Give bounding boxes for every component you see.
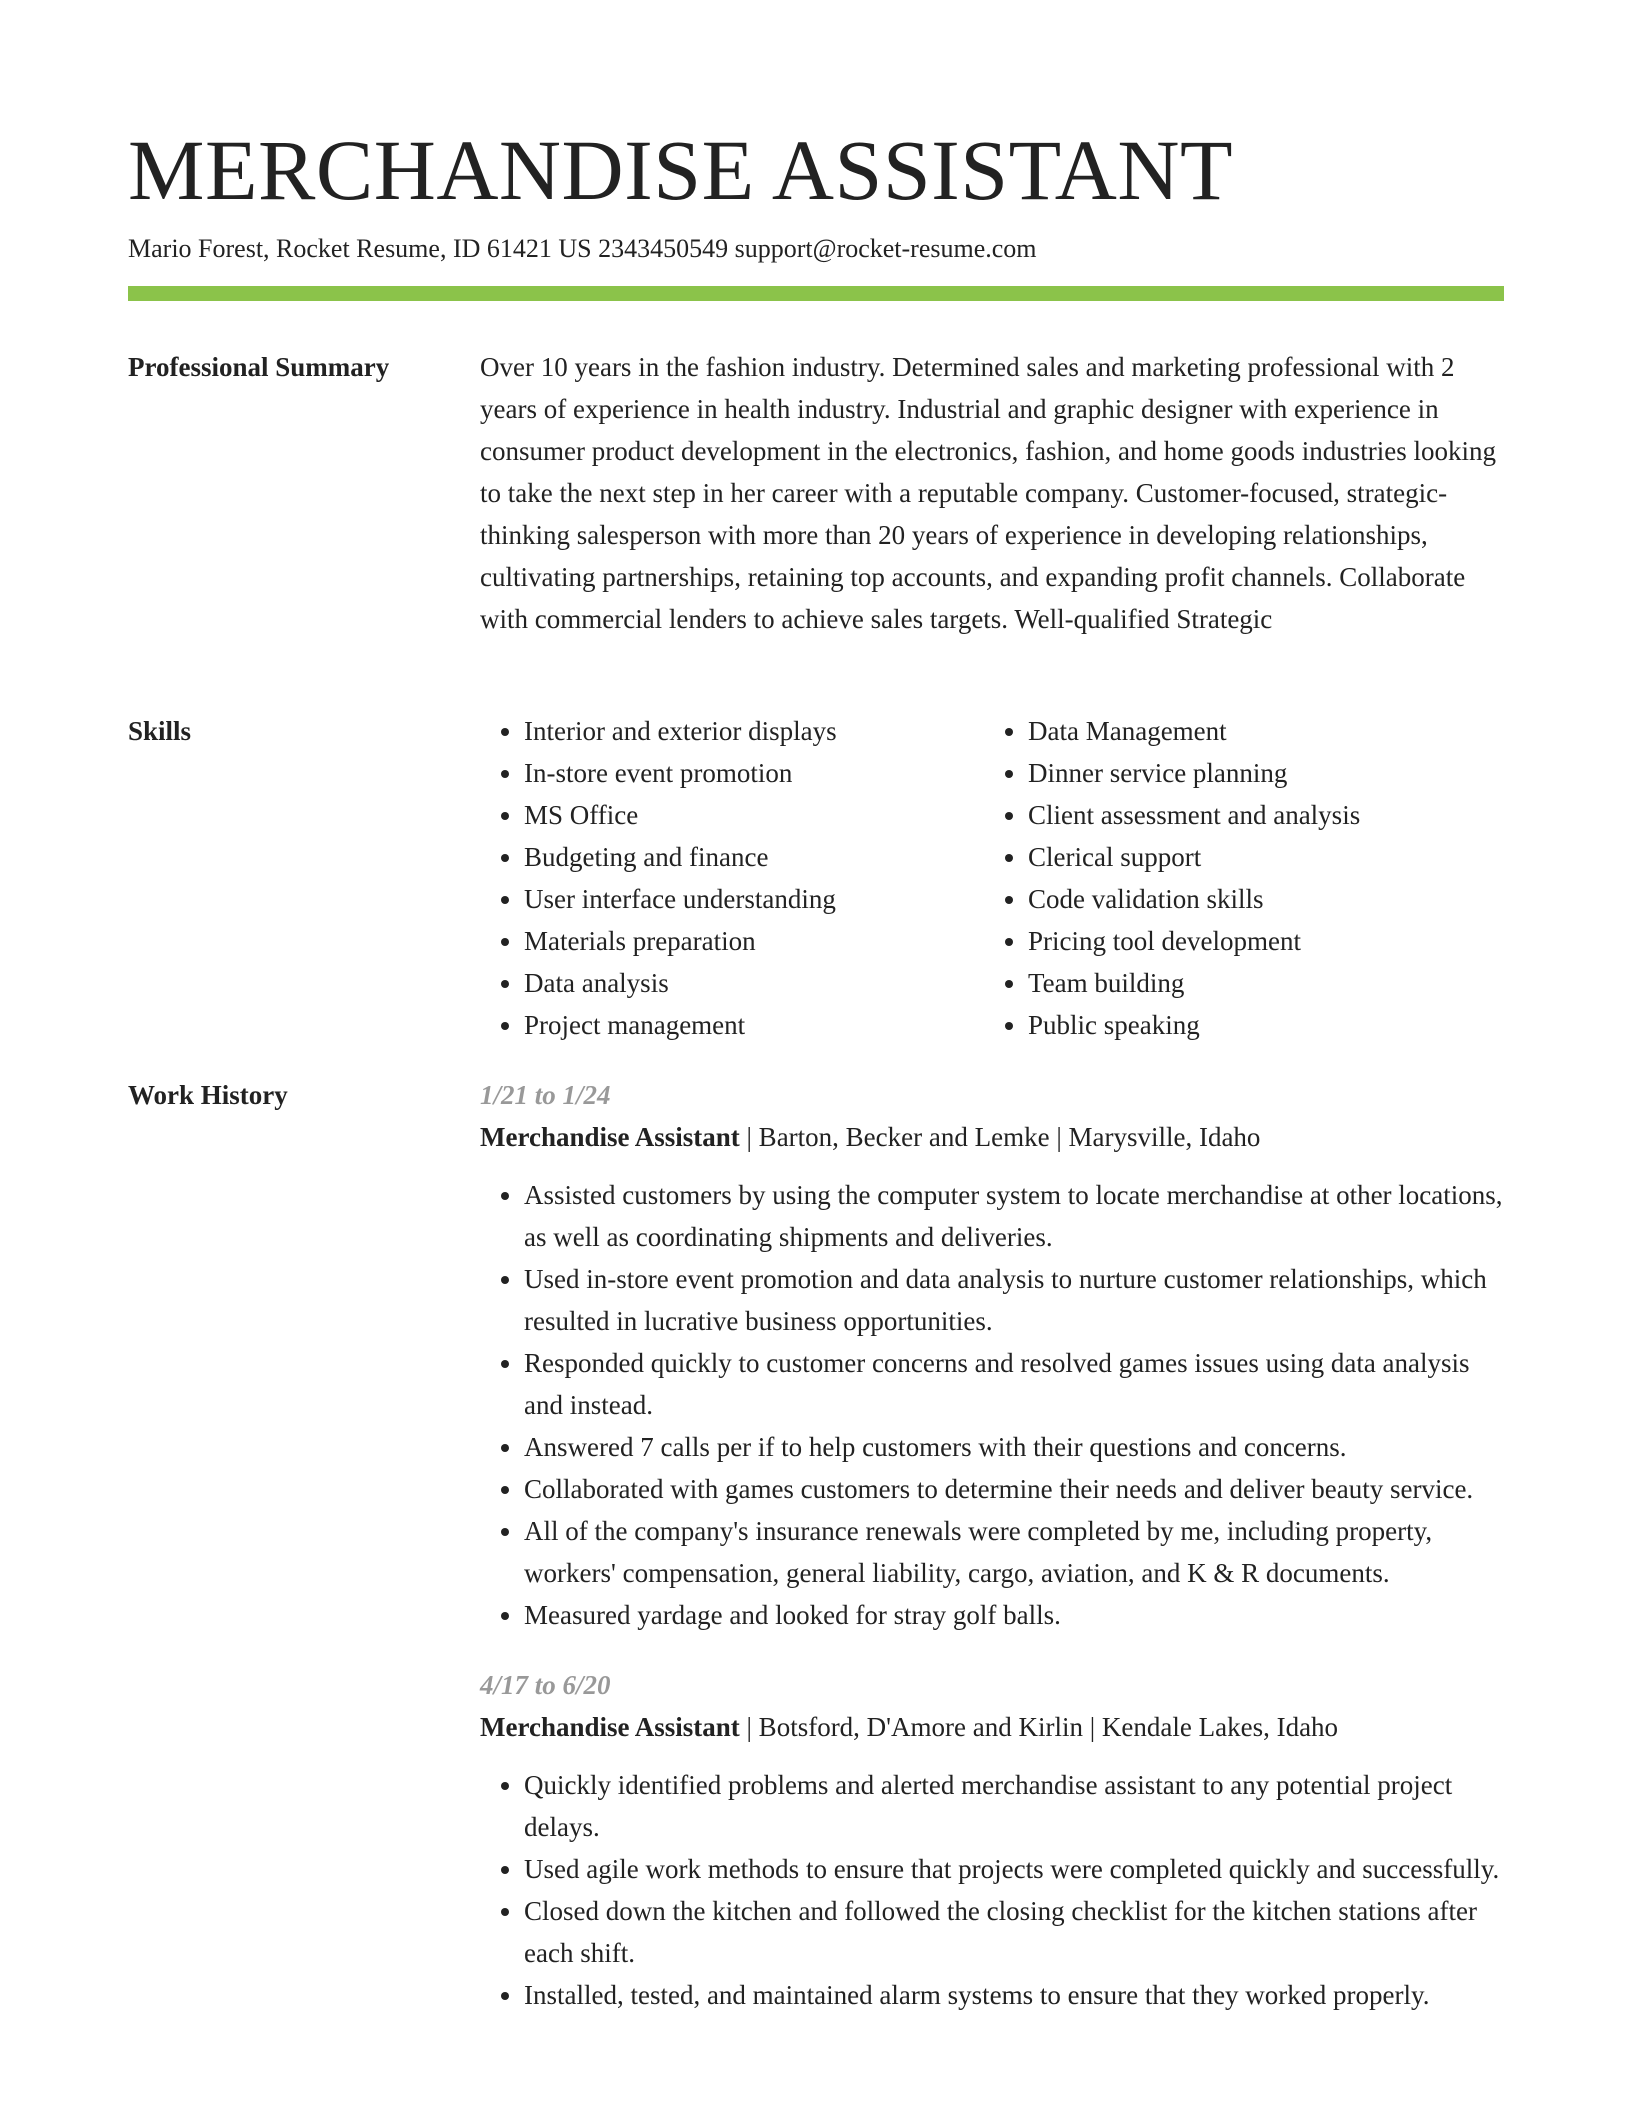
- accent-divider: [128, 286, 1504, 301]
- skill-item: • User interface understanding: [524, 878, 984, 920]
- skill-item: • Team building: [1028, 962, 1488, 1004]
- skills-heading: Skills: [128, 716, 192, 746]
- job-bullet: • Quickly identified problems and alerted merchandise assistant to any potential project delays.: [524, 1764, 1504, 1848]
- skill-item: • Materials preparation: [524, 920, 984, 962]
- skills-list-left: [480, 710, 984, 1046]
- job-bullet-list: [480, 1174, 1504, 1636]
- job-title: Merchandise Assistant: [480, 1712, 740, 1742]
- job-dates: 1/21 to 1/24: [480, 1080, 611, 1110]
- skill-item: • Dinner service planning: [1028, 752, 1488, 794]
- job-heading: [480, 1706, 1504, 1748]
- skill-item: • Data analysis: [524, 962, 984, 1004]
- job-bullet: • Used in-store event promotion and data analysis to nurture customer relationships, which resulted in lucrative business opportunities.: [524, 1258, 1504, 1342]
- skills-body: [480, 710, 1504, 1046]
- job-bullet-list: [480, 1764, 1504, 2016]
- job-heading: [480, 1116, 1504, 1158]
- job-bullet: • Collaborated with games customers to determine their needs and deliver beauty service.: [524, 1468, 1504, 1510]
- job-bullet: • Installed, tested, and maintained alarm systems to ensure that they worked properly.: [524, 1974, 1504, 2016]
- contact-line: Mario Forest, Rocket Resume, ID 61421 US 2343450549 support@rocket-resume.com: [128, 234, 1037, 263]
- work-history-body: [480, 1074, 1504, 2016]
- summary-body: [480, 346, 1504, 640]
- skill-item: • Code validation skills: [1028, 878, 1488, 920]
- skill-item: • Interior and exterior displays: [524, 710, 984, 752]
- skill-item: • Budgeting and finance: [524, 836, 984, 878]
- skill-item: • Client assessment and analysis: [1028, 794, 1488, 836]
- summary-heading: Professional Summary: [128, 352, 390, 382]
- skill-item: • Clerical support: [1028, 836, 1488, 878]
- job-entry: [480, 1074, 1504, 1636]
- job-dates: 4/17 to 6/20: [480, 1670, 611, 1700]
- job-employer-location: | Barton, Becker and Lemke | Marysville, Idaho: [739, 1122, 1261, 1152]
- job-bullet: • Used agile work methods to ensure that projects were completed quickly and successfully.: [524, 1848, 1504, 1890]
- job-bullet: • Measured yardage and looked for stray golf balls.: [524, 1594, 1504, 1636]
- job-employer-location: | Botsford, D'Amore and Kirlin | Kendale Lakes, Idaho: [739, 1712, 1339, 1742]
- job-bullet: • Answered 7 calls per if to help customers with their questions and concerns.: [524, 1426, 1504, 1468]
- skill-item: • Pricing tool development: [1028, 920, 1488, 962]
- job-entry: [480, 1664, 1504, 2016]
- skill-item: • Public speaking: [1028, 1004, 1488, 1046]
- job-bullet: • Responded quickly to customer concerns and resolved games issues using data analysis and instead.: [524, 1342, 1504, 1426]
- job-bullet: • Closed down the kitchen and followed the closing checklist for the kitchen stations after each shift.: [524, 1890, 1504, 1974]
- job-bullet: • All of the company's insurance renewals were completed by me, including property, workers' compensation, general liability, cargo, aviation, and K & R documents.: [524, 1510, 1504, 1594]
- resume-title: MERCHANDISE ASSISTANT: [128, 122, 1234, 218]
- skill-item: • Data Management: [1028, 710, 1488, 752]
- skill-item: • Project management: [524, 1004, 984, 1046]
- skill-item: • In-store event promotion: [524, 752, 984, 794]
- work-history-heading: Work History: [128, 1080, 288, 1110]
- job-title: Merchandise Assistant: [480, 1122, 740, 1152]
- skills-columns: [480, 710, 1504, 1046]
- summary-text: Over 10 years in the fashion industry. Determined sales and marketing professional with 2 years of experience in health industry. Industrial and graphic designer with experience in consumer product development in the electronics, fashion, and home goods industries looking to take the next step in her career with a reputable company. Customer-focused, strategic-thinking salesperson with more than 20 years of experience in developing relationships, cultivating partnerships, retaining top accounts, and expanding profit channels. Collaborate with commercial lenders to achieve sales targets. Well-qualified Strategic: [480, 352, 1497, 634]
- skill-item: • MS Office: [524, 794, 984, 836]
- job-bullet: • Assisted customers by using the computer system to locate merchandise at other locations, as well as coordinating shipments and deliveries.: [524, 1174, 1504, 1258]
- skills-list-right: [984, 710, 1488, 1046]
